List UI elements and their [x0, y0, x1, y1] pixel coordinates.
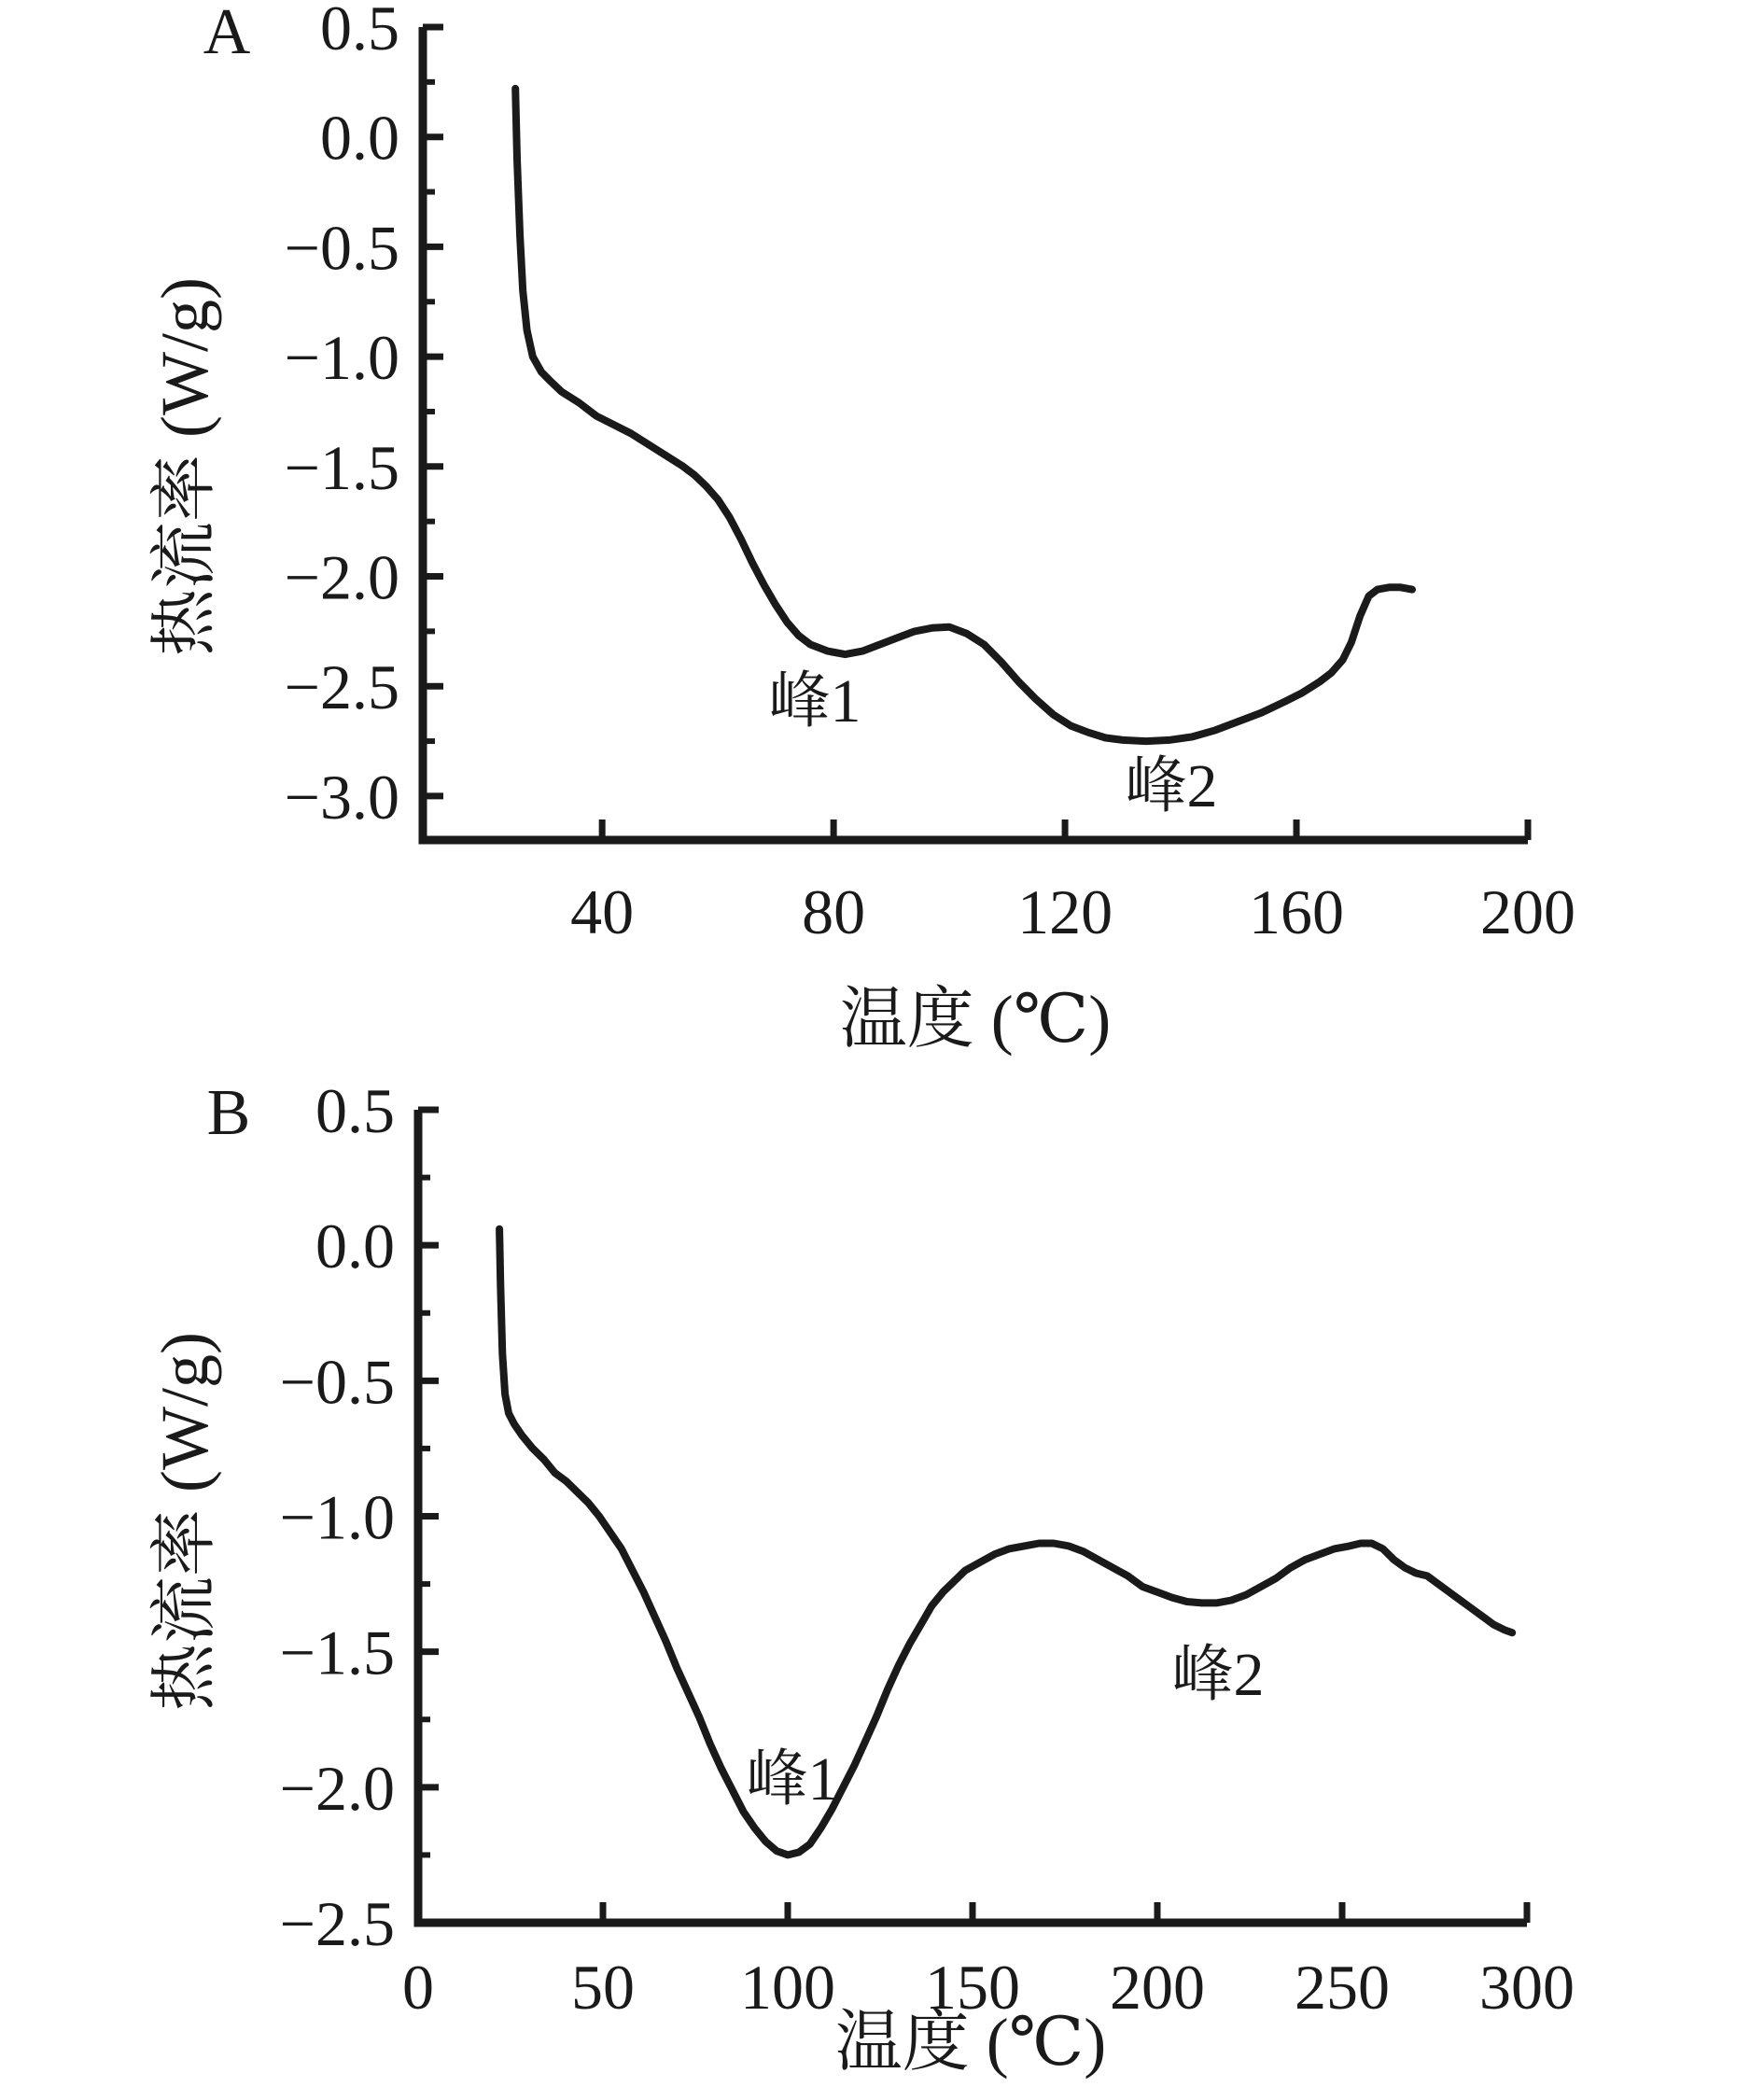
panel-a-x-tick-label: 80	[802, 876, 866, 947]
panel-b-y-axis-title: 热流率 (W/g)	[147, 1332, 222, 1711]
panel-a-x-tick-label: 160	[1249, 876, 1345, 947]
panel-a-x-axis-title: 温度 (℃)	[839, 982, 1112, 1057]
panel-a-label: A	[203, 0, 251, 68]
panel-b-x-tick-label: 100	[740, 1952, 835, 2023]
panel-b-y-tick-label: −0.5	[279, 1346, 395, 1418]
panel-a-y-tick-label: 0.0	[320, 102, 399, 174]
panel-b-y-tick-label: −1.0	[279, 1481, 395, 1553]
panel-b-dsc-curve	[499, 1229, 1512, 1856]
panel-a-x-tick-label: 40	[570, 876, 635, 947]
panel-b-y-tick-label: 0.0	[315, 1211, 395, 1282]
panel-b-x-axis-title: 温度 (℃)	[834, 2005, 1107, 2080]
panel-a-x-tick-label: 120	[1017, 876, 1113, 947]
panel-b-y-tick-label: −2.5	[279, 1888, 395, 1959]
panel-b-x-tick-label: 300	[1479, 1952, 1575, 2023]
panel-a-y-axis-title: 热流率 (W/g)	[147, 277, 222, 656]
panel-a-y-tick-label: −2.5	[284, 651, 399, 723]
panel-b-x-tick-label: 150	[925, 1952, 1020, 2023]
panel-a-dsc-curve	[515, 89, 1412, 741]
panel-b-x-tick-label: 50	[571, 1952, 635, 2023]
panel-a-y-tick-label: −0.5	[284, 212, 399, 284]
panel-a-x-tick-label: 200	[1480, 876, 1575, 947]
panel-a-y-tick-label: −2.0	[284, 541, 399, 613]
panel-b-y-tick-label: −2.0	[279, 1752, 395, 1824]
panel-a-axis-spines	[423, 27, 1528, 840]
panel-b-y-tick-label: 0.5	[315, 1075, 395, 1146]
panel-b-x-tick-label: 0	[402, 1952, 434, 2023]
panel-a-y-tick-label: 0.5	[320, 0, 399, 63]
panel-a-annotation-peak2: 峰2	[1125, 752, 1218, 820]
panel-b-x-tick-label: 200	[1110, 1952, 1205, 2023]
panel-b-axis-spines	[418, 1110, 1527, 1923]
panel-a-y-tick-label: −1.0	[284, 322, 399, 394]
panel-b-annotation-peak1: 峰1	[746, 1745, 839, 1814]
panel-b-annotation-peak2: 峰2	[1171, 1641, 1265, 1709]
panel-b-label: B	[206, 1077, 251, 1149]
panel-b-y-tick-label: −1.5	[279, 1617, 395, 1688]
panel-a-y-tick-label: −1.5	[284, 431, 399, 503]
panel-a-annotation-peak1: 峰1	[768, 667, 861, 735]
panel-b-x-tick-label: 250	[1295, 1952, 1390, 2023]
panel-a-y-tick-label: −3.0	[284, 761, 399, 833]
